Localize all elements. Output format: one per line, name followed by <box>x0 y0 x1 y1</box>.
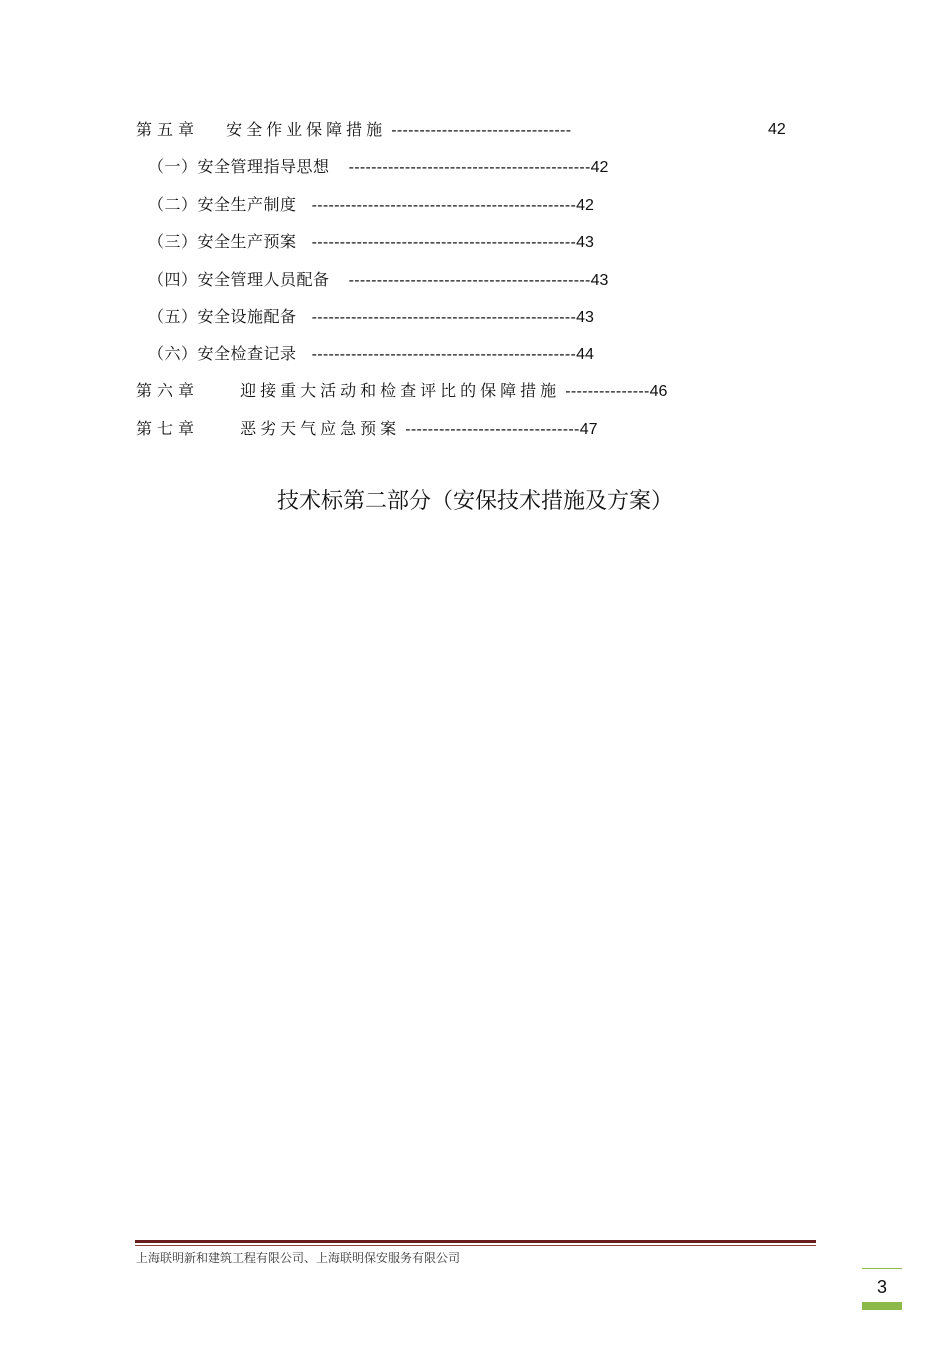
toc-page-number: 46 <box>649 383 668 400</box>
toc-page-number: 43 <box>590 272 609 289</box>
toc-leader: ------------------------------------------- <box>348 159 591 176</box>
section-label: （一）安全管理指导思想 <box>148 157 330 176</box>
toc-leader: ------------------------------- <box>405 421 580 438</box>
page-number: 3 <box>876 1277 887 1297</box>
toc-page-number: 43 <box>576 309 594 326</box>
chapter-title: 迎接重大活动和检查评比的保障措施 <box>240 381 561 400</box>
page-number-top-line <box>862 1268 902 1269</box>
toc-leader: ----------------------------------------------- <box>311 197 577 214</box>
toc-section-5[interactable] <box>148 307 594 328</box>
toc-section-1[interactable] <box>148 157 608 178</box>
toc-leader: ----------------------------------------------- <box>311 346 577 363</box>
toc-leader: -------------------------------- <box>391 122 572 139</box>
toc-leader: ------------------------------------------- <box>348 272 591 289</box>
toc-section-4[interactable] <box>148 270 608 291</box>
chapter-label: 第六章 <box>136 381 200 400</box>
toc-section-6[interactable] <box>148 344 594 365</box>
footer-rule <box>135 1240 816 1243</box>
toc-chapter-5-page: 42 <box>768 121 786 138</box>
toc-chapter-6[interactable] <box>136 381 667 402</box>
toc-chapter-5[interactable] <box>136 120 571 141</box>
toc-page-number: 44 <box>576 346 594 363</box>
footer-rule-thin <box>135 1245 816 1246</box>
toc-page-number: 42 <box>590 159 609 176</box>
section-label: （三）安全生产预案 <box>148 232 297 251</box>
page-number-bar <box>862 1302 902 1310</box>
toc-page-number: 43 <box>576 234 594 251</box>
toc-page-number: 47 <box>579 421 598 438</box>
toc-leader: ----------------------------------------------- <box>311 234 577 251</box>
footer-company-name: 上海联明新和建筑工程有限公司、上海联明保安服务有限公司 <box>136 1251 461 1265</box>
section-label: （二）安全生产制度 <box>148 195 297 214</box>
chapter-title: 安全作业保障措施 <box>226 120 387 139</box>
toc-section-3[interactable] <box>148 232 594 253</box>
section-label: （四）安全管理人员配备 <box>148 270 330 289</box>
toc-page-number: 42 <box>576 197 594 214</box>
chapter-label: 第七章 <box>136 419 200 438</box>
toc-section-2[interactable] <box>148 195 594 216</box>
section-label: （六）安全检查记录 <box>148 344 297 363</box>
toc-leader: --------------- <box>565 383 650 400</box>
chapter-title: 恶劣天气应急预案 <box>240 419 401 438</box>
section-heading: 技术标第二部分（安保技术措施及方案） <box>276 489 673 514</box>
toc-leader: ----------------------------------------------- <box>311 309 577 326</box>
toc-chapter-7[interactable] <box>136 419 598 440</box>
chapter-label: 第五章 <box>136 120 200 139</box>
section-label: （五）安全设施配备 <box>148 307 297 326</box>
